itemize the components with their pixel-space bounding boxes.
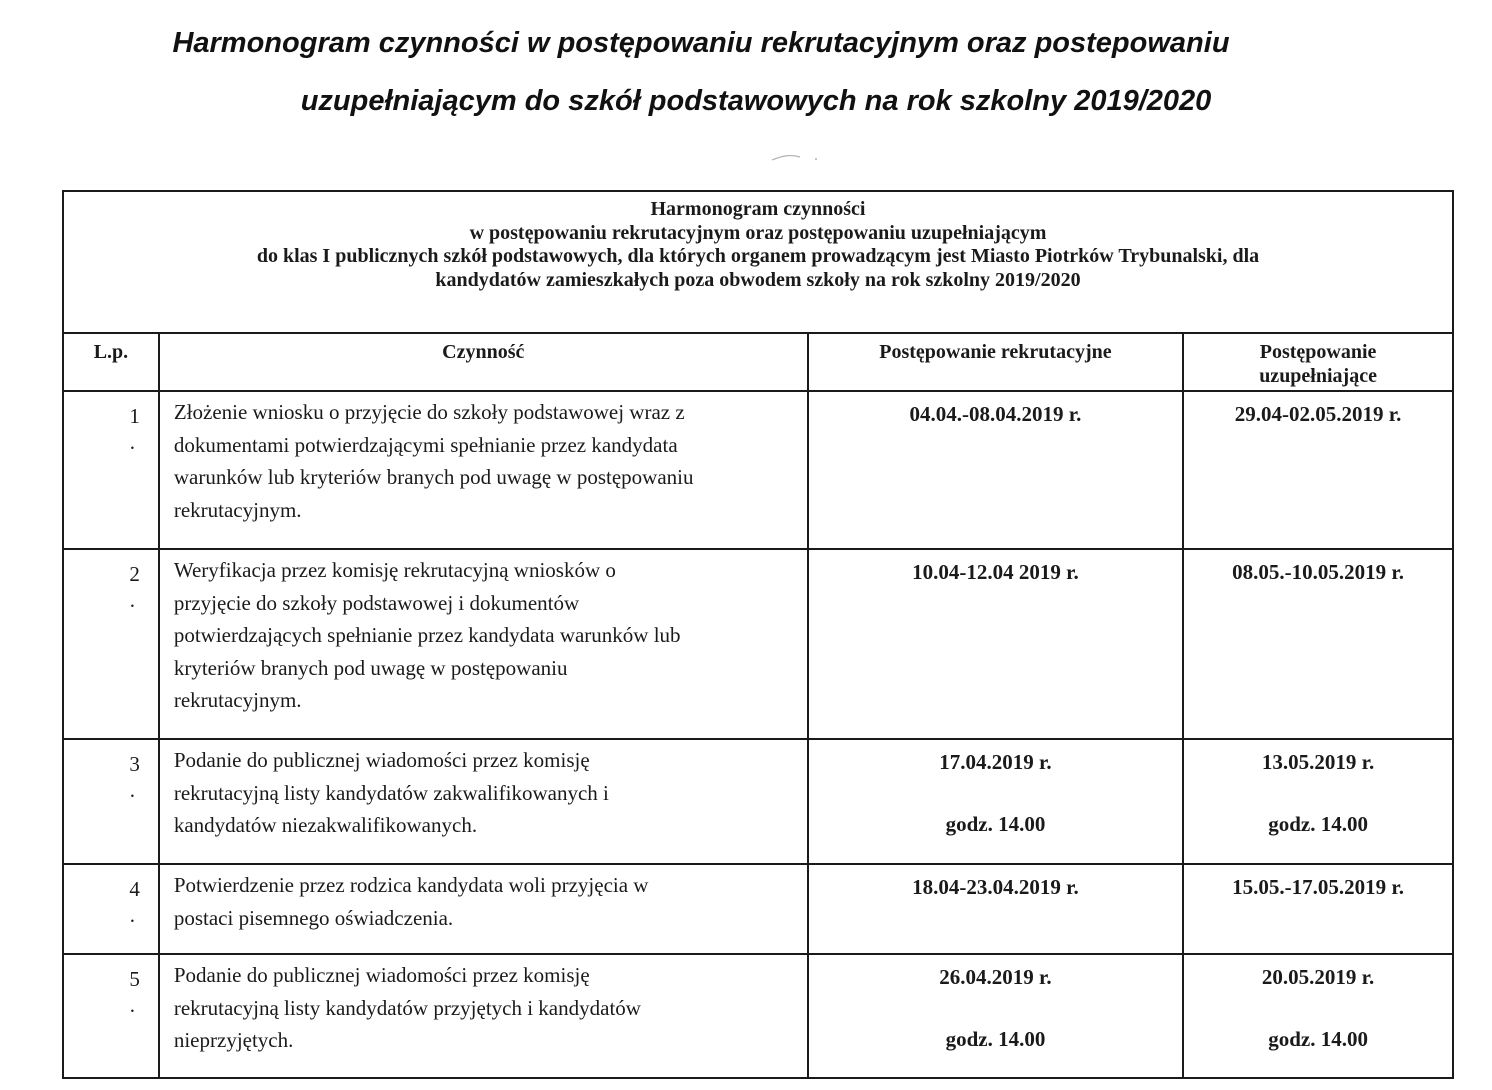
recruitment-date-cell xyxy=(808,391,1183,549)
recruitment-date-cell xyxy=(808,549,1183,739)
supplementary-date-cell xyxy=(1183,391,1453,549)
recruitment-date: 18.04-23.04.2019 r. xyxy=(912,875,1079,899)
task-cell xyxy=(159,739,808,864)
supplementary-date: 15.05.-17.05.2019 r. xyxy=(1232,875,1405,899)
task-cell xyxy=(159,391,808,549)
recruitment-date-cell xyxy=(808,739,1183,864)
table-heading xyxy=(63,191,1453,333)
table-row xyxy=(63,391,1453,549)
column-header-supplementary: Postępowanie uzupełniające xyxy=(1183,333,1453,391)
row-number-cell xyxy=(63,864,159,954)
schedule-table xyxy=(62,190,1454,1079)
task-line: kandydatów niezakwalifikowanych. xyxy=(173,813,478,837)
task-line: Podanie do publicznej wiadomości przez komisję xyxy=(173,963,590,987)
title-line-1: Harmonogram czynności w postępowaniu rekrutacyjnym oraz postepowaniu xyxy=(172,27,1230,59)
task-line: nieprzyjętych. xyxy=(173,1028,294,1052)
column-header-lp: L.p. xyxy=(63,333,159,391)
row-number: 3 xyxy=(129,752,140,776)
recruitment-date: 04.04.-08.04.2019 r. xyxy=(909,402,1082,426)
table-heading-line: kandydatów zamieszkałych poza obwodem szkoły na rok szkolny 2019/2020 xyxy=(435,268,1081,291)
supplementary-date: 29.04-02.05.2019 r. xyxy=(1234,402,1402,426)
task-line: przyjęcie do szkoły podstawowej i dokumentów xyxy=(173,590,580,615)
recruitment-date-cell xyxy=(808,864,1183,954)
table-heading-line: do klas I publicznych szkół podstawowych, dla których organem prowadzącym jest Miasto Piotrków Trybunalski, dla xyxy=(256,245,1260,267)
task-line: rekrutacyjną listy kandydatów przyjętych i kandydatów xyxy=(173,995,641,1020)
scan-artifact xyxy=(770,150,820,164)
table-heading-line: w postępowaniu rekrutacyjnym oraz postępowaniu uzupełniającym xyxy=(469,221,1047,244)
supplementary-date-cell xyxy=(1183,549,1453,739)
recruitment-date: 26.04.2019 r. xyxy=(939,965,1052,989)
row-number-cell xyxy=(63,391,159,549)
document-title xyxy=(0,14,1492,130)
task-line: Potwierdzenie przez rodzica kandydata woli przyjęcia w xyxy=(173,873,649,897)
table-row xyxy=(63,549,1453,739)
task-cell xyxy=(159,954,808,1078)
title-line-2: uzupełniającym do szkół podstawowych na rok szkolny 2019/2020 xyxy=(300,85,1212,117)
recruitment-hour: godz. 14.00 xyxy=(945,1027,1046,1051)
row-number-dot: · xyxy=(128,594,136,618)
supplementary-hour: godz. 14.00 xyxy=(1268,812,1368,836)
row-number-dot: · xyxy=(128,999,136,1023)
row-number: 5 xyxy=(129,967,140,991)
supplementary-date-cell xyxy=(1183,864,1453,954)
recruitment-date: 10.04-12.04 2019 r. xyxy=(912,560,1079,584)
task-line: warunków lub kryteriów branych pod uwagę w postępowaniu xyxy=(173,465,694,489)
supplementary-hour: godz. 14.00 xyxy=(1268,1027,1368,1051)
task-line: kryteriów branych pod uwagę w postępowaniu xyxy=(173,655,568,680)
row-number-dot: · xyxy=(128,909,136,933)
task-line: Podanie do publicznej wiadomości przez komisję xyxy=(173,748,590,772)
task-line: Złożenie wniosku o przyjęcie do szkoły podstawowej wraz z xyxy=(173,400,685,424)
task-line: rekrutacyjną listy kandydatów zakwalifikowanych i xyxy=(173,780,609,805)
supplementary-date: 20.05.2019 r. xyxy=(1261,965,1375,989)
table-row xyxy=(63,954,1453,1078)
row-number-cell xyxy=(63,739,159,864)
row-number-cell xyxy=(63,549,159,739)
row-number: 2 xyxy=(129,562,140,586)
supplementary-date: 13.05.2019 r. xyxy=(1261,750,1375,774)
table-row xyxy=(63,739,1453,864)
row-number-dot: · xyxy=(128,784,136,808)
column-header-task: Czynność xyxy=(159,333,808,391)
row-number: 4 xyxy=(129,877,140,901)
recruitment-date-cell xyxy=(808,954,1183,1078)
column-header-recruitment: Postępowanie rekrutacyjne xyxy=(808,333,1183,391)
recruitment-hour: godz. 14.00 xyxy=(945,812,1046,836)
supplementary-date: 08.05.-10.05.2019 r. xyxy=(1232,560,1405,584)
table-row xyxy=(63,864,1453,954)
row-number-dot: · xyxy=(128,436,136,460)
supplementary-date-cell xyxy=(1183,954,1453,1078)
table-heading-line: Harmonogram czynności xyxy=(650,198,866,220)
task-line: rekrutacyjnym. xyxy=(173,688,302,712)
task-line: postaci pisemnego oświadczenia. xyxy=(173,905,454,930)
task-cell xyxy=(159,549,808,739)
task-cell xyxy=(159,864,808,954)
supplementary-date-cell xyxy=(1183,739,1453,864)
column-header-row xyxy=(63,333,1453,391)
task-line: Weryfikacja przez komisję rekrutacyjną wniosków o xyxy=(173,558,616,582)
task-line: rekrutacyjnym. xyxy=(173,497,302,522)
row-number: 1 xyxy=(129,404,140,428)
row-number-cell xyxy=(63,954,159,1078)
recruitment-date: 17.04.2019 r. xyxy=(939,750,1052,774)
task-line: dokumentami potwierdzającymi spełnianie przez kandydata xyxy=(173,432,678,457)
task-line: potwierdzających spełnianie przez kandydata warunków lub xyxy=(173,623,681,647)
table-heading-row xyxy=(63,191,1453,333)
